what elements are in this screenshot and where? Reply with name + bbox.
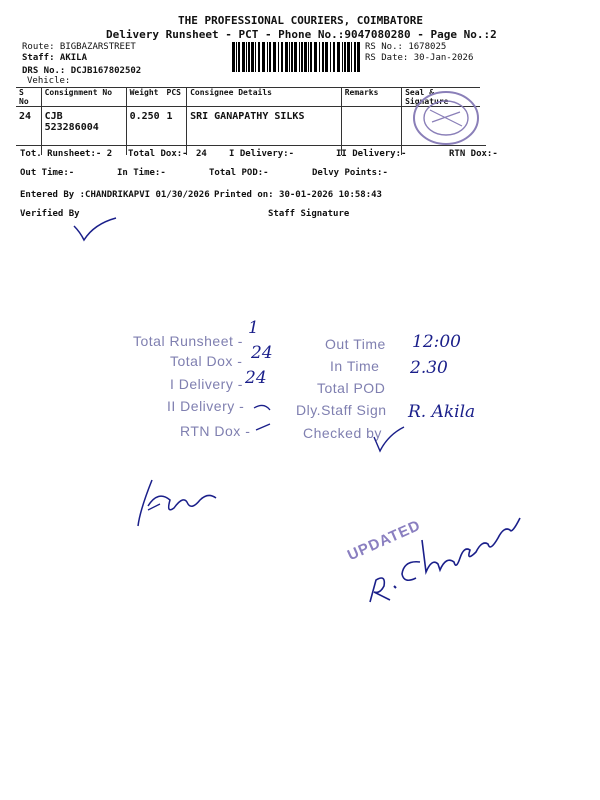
- hand-staff-sign: R. Akila: [408, 402, 476, 422]
- col-consignment: Consignment No: [41, 88, 126, 107]
- barcode-bar: [269, 42, 271, 72]
- stamp-checked-by: Checked by: [303, 425, 382, 441]
- barcode-bar: [354, 42, 356, 72]
- hand-runsheet: 1: [248, 318, 259, 338]
- barcode-bar: [289, 42, 290, 72]
- barcode-bar: [337, 42, 340, 72]
- barcode-bar: [351, 42, 352, 72]
- total-dox-label: Total Dox:-: [128, 149, 188, 159]
- barcode-bar: [238, 42, 240, 72]
- barcode-bar: [281, 42, 283, 72]
- staff: Staff: AKILA: [22, 53, 88, 63]
- stamp-in-time: In Time: [330, 358, 380, 374]
- barcode-bar: [308, 42, 309, 72]
- stamp-i-delivery: I Delivery -: [170, 376, 243, 392]
- barcode-bar: [299, 42, 300, 72]
- checkmark-icon: [70, 214, 120, 244]
- verified-by: Verified By: [20, 209, 80, 219]
- out-time: Out Time:-: [20, 168, 75, 178]
- signature-scribble: [130, 470, 230, 530]
- col-remarks: Remarks: [341, 88, 401, 107]
- barcode-bar: [304, 42, 307, 72]
- cell-sno: 24: [19, 111, 32, 122]
- col-weight: Weight: [126, 88, 163, 107]
- barcode-bar: [273, 42, 276, 72]
- barcode-bar: [267, 42, 268, 72]
- cell-weight: 0.250: [126, 107, 163, 156]
- delvy-points: Delvy Points:-: [312, 168, 388, 178]
- updated-stamp: UPDATED: [344, 516, 424, 565]
- barcode-bar: [236, 42, 237, 72]
- barcode-bar: [330, 42, 331, 72]
- hand-out-time: 12:00: [412, 332, 461, 352]
- hand-dashes: [250, 398, 280, 438]
- barcode-bar: [319, 42, 320, 72]
- ii-delivery: II Delivery:-: [336, 149, 407, 159]
- barcode-bar: [242, 42, 245, 72]
- col-sno: S No: [16, 88, 41, 107]
- vehicle: Vehicle:: [27, 76, 71, 86]
- barcode-bar: [322, 42, 324, 72]
- barcode-bar: [344, 42, 346, 72]
- stamp-total-dox: Total Dox -: [170, 353, 243, 369]
- barcode-bar: [255, 42, 256, 72]
- entered-by: Entered By :CHANDRIKAPVI 01/30/2026: [20, 190, 210, 200]
- cell-remarks: [341, 107, 401, 156]
- barcode-bar: [246, 42, 247, 72]
- i-delivery: I Delivery:-: [229, 149, 295, 159]
- stamp-dly-staff-sign: Dly.Staff Sign: [296, 402, 387, 418]
- rs-number: RS No.: 1678025: [365, 42, 447, 52]
- printed-on: Printed on: 30-01-2026 10:58:43: [214, 190, 382, 200]
- stamp-out-time: Out Time: [325, 336, 386, 352]
- handwritten-signature-name: [360, 500, 530, 612]
- barcode-bar: [357, 42, 360, 72]
- stamp-total-pod: Total POD: [317, 380, 386, 396]
- hand-dox: 24: [251, 343, 273, 363]
- cell-consignee: SRI GANAPATHY SILKS: [187, 107, 342, 156]
- barcode-bar: [232, 42, 235, 72]
- stamp-ii-delivery: II Delivery -: [167, 398, 245, 414]
- total-pod: Total POD:-: [209, 168, 269, 178]
- total-dox-value: 24: [196, 149, 207, 159]
- hand-in-time: 2.30: [410, 358, 448, 378]
- checked-by-tick-icon: [370, 425, 410, 455]
- barcode-bar: [262, 42, 265, 72]
- col-pcs: PCS: [164, 88, 187, 107]
- barcode-bar: [294, 42, 297, 72]
- rs-date: RS Date: 30-Jan-2026: [365, 53, 474, 63]
- barcode-bar: [325, 42, 328, 72]
- barcode-bar: [342, 42, 343, 72]
- route: Route: BIGBAZARSTREET: [22, 42, 136, 52]
- rtn-dox: RTN Dox:-: [449, 149, 498, 159]
- cell-pcs: 1: [166, 111, 173, 122]
- barcode-bar: [347, 42, 350, 72]
- drs-number: DRS No.: DCJB167802502: [22, 66, 142, 76]
- col-consignee: Consignee Details: [187, 88, 342, 107]
- barcode-bar: [291, 42, 293, 72]
- barcode: [232, 42, 360, 72]
- seal-stamp: [408, 88, 488, 150]
- staff-signature: Staff Signature: [268, 209, 350, 219]
- cell-consignment: CJB 523286004: [41, 107, 126, 156]
- barcode-bar: [251, 42, 254, 72]
- barcode-bar: [301, 42, 303, 72]
- barcode-bar: [285, 42, 288, 72]
- company-name: THE PROFESSIONAL COURIERS, COIMBATORE: [178, 14, 424, 27]
- col-seal: Seal & Signature: [402, 88, 480, 107]
- barcode-bar: [314, 42, 317, 72]
- barcode-bar: [310, 42, 312, 72]
- stamp-rtn-dox: RTN Dox -: [180, 423, 251, 439]
- stamp-total-runsheet: Total Runsheet -: [133, 333, 243, 349]
- runsheet-title: Delivery Runsheet - PCT - Phone No.:9047080280 - Page No.:2: [106, 28, 497, 41]
- in-time: In Time:-: [117, 168, 166, 178]
- hand-i-delivery: 24: [245, 368, 267, 388]
- barcode-bar: [248, 42, 250, 72]
- tot-runsheet: Tot. Runsheet:- 2: [20, 149, 113, 159]
- barcode-bar: [258, 42, 260, 72]
- barcode-bar: [333, 42, 335, 72]
- barcode-bar: [278, 42, 279, 72]
